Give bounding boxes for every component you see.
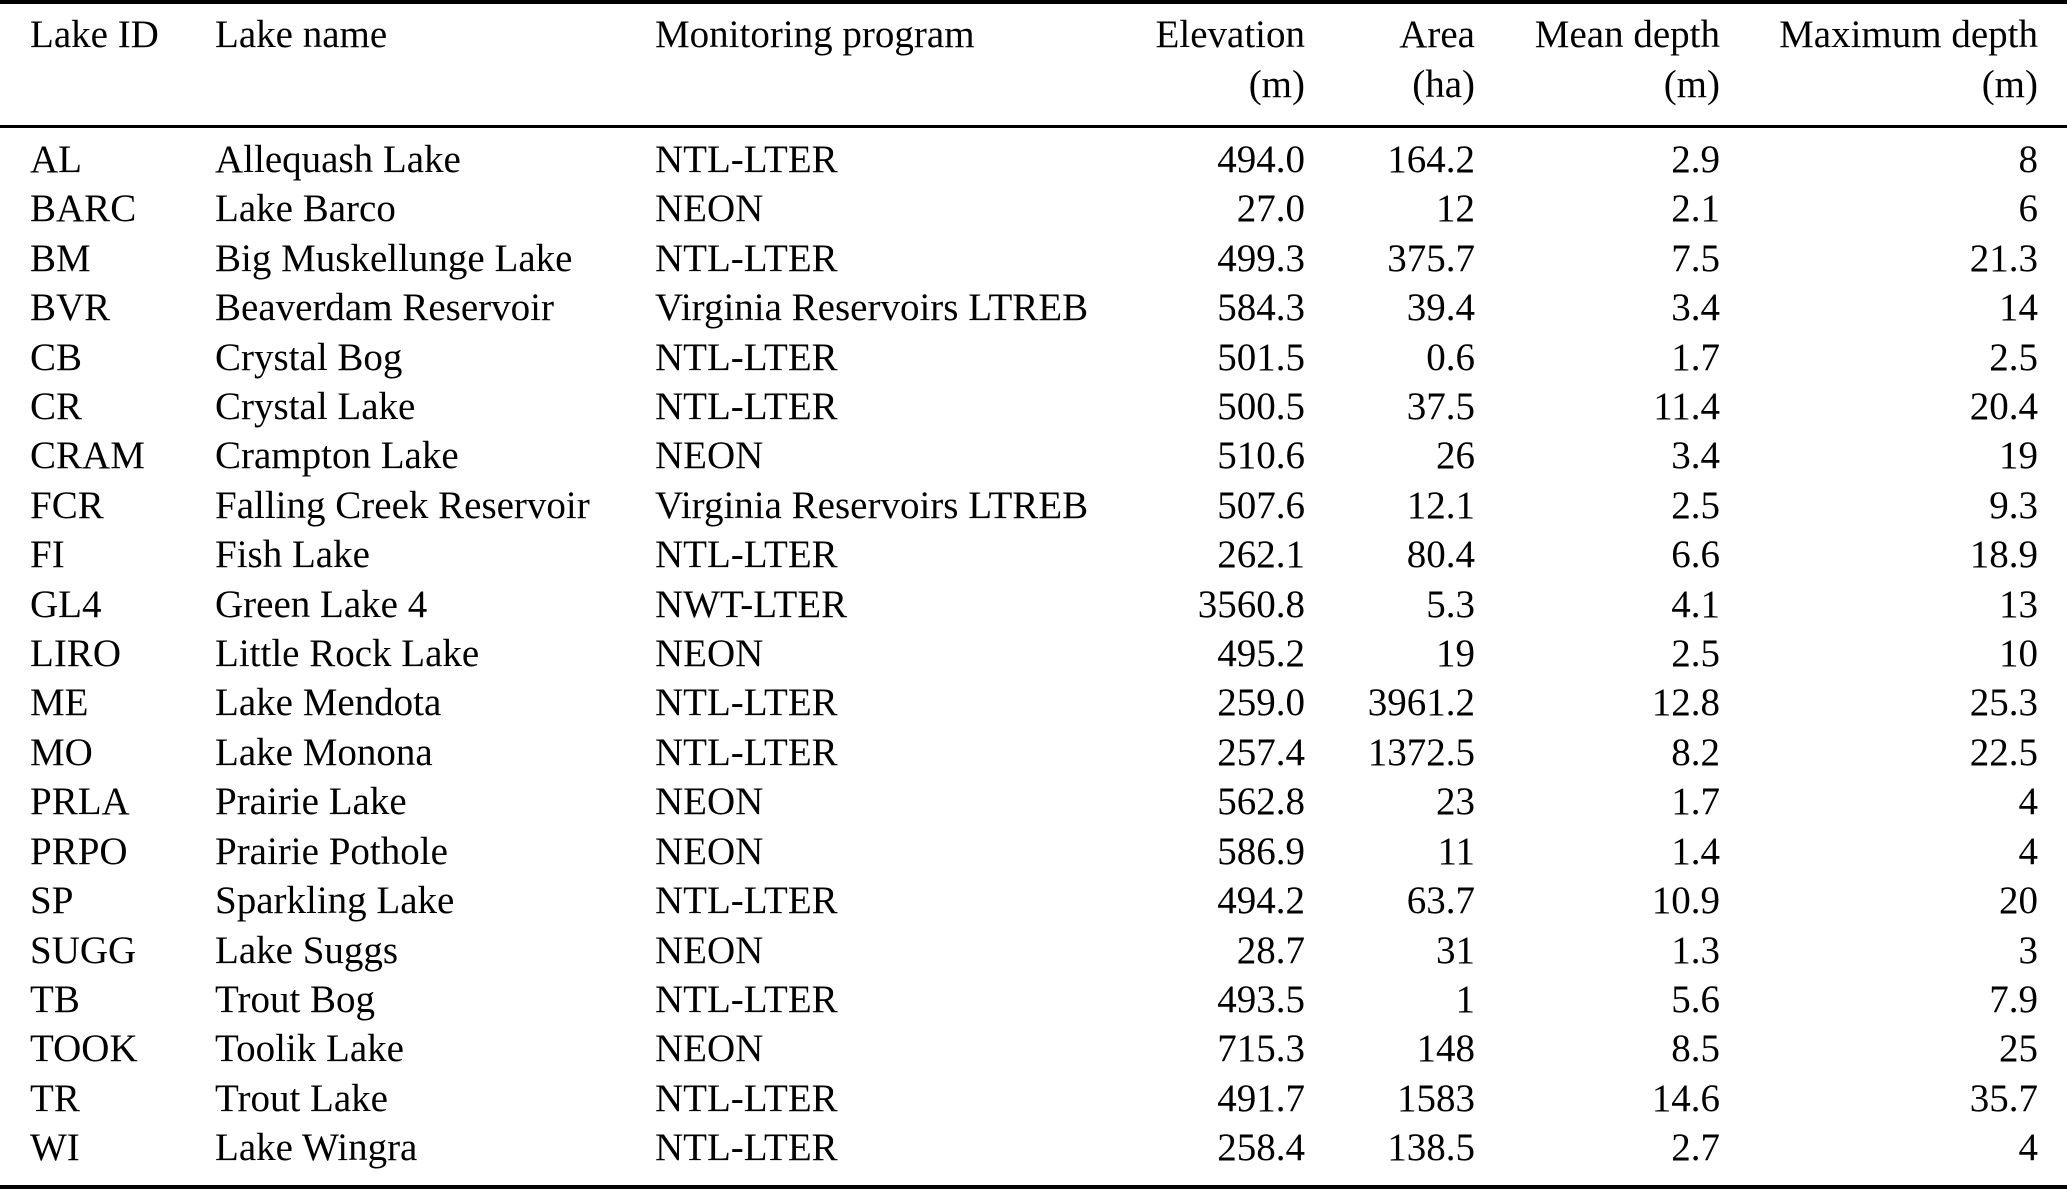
cell-area: 1583 xyxy=(1397,1076,1475,1120)
cell-elevation: 258.4 xyxy=(1217,1126,1305,1170)
col-header-label: Monitoring program xyxy=(655,13,975,56)
cell-mean-depth: 1.4 xyxy=(1671,829,1720,873)
cell-lake-name: Crampton Lake xyxy=(215,434,459,478)
table-row xyxy=(0,431,2067,480)
cell-elevation: 499.3 xyxy=(1217,236,1305,280)
cell-monitoring-program: NEON xyxy=(655,1027,764,1071)
col-header-label: Elevation xyxy=(1155,13,1305,56)
cell-area: 1372.5 xyxy=(1367,730,1475,774)
cell-mean-depth: 6.6 xyxy=(1671,533,1720,577)
cell-maximum-depth: 2.5 xyxy=(1989,335,2038,379)
cell-elevation: 584.3 xyxy=(1217,286,1305,330)
cell-lake-id: LIRO xyxy=(30,632,121,676)
cell-maximum-depth: 7.9 xyxy=(1989,977,2038,1021)
cell-elevation: 491.7 xyxy=(1217,1076,1305,1120)
cell-maximum-depth: 18.9 xyxy=(1969,533,2038,577)
cell-lake-id: AL xyxy=(30,138,82,181)
cell-lake-name: Prairie Pothole xyxy=(215,829,448,873)
cell-monitoring-program: NWT-LTER xyxy=(655,582,848,626)
col-header-maximum-depth xyxy=(1720,2,2067,127)
cell-area: 19 xyxy=(1436,632,1475,676)
cell-area: 31 xyxy=(1436,928,1475,972)
cell-area: 11 xyxy=(1437,829,1475,873)
cell-maximum-depth: 8 xyxy=(2018,138,2038,181)
cell-maximum-depth: 4 xyxy=(2018,1126,2038,1170)
cell-mean-depth: 2.5 xyxy=(1671,483,1720,527)
col-header-label: Maximum depth xyxy=(1779,13,2038,56)
cell-monitoring-program: NTL-LTER xyxy=(655,1126,838,1170)
cell-elevation: 259.0 xyxy=(1217,681,1305,725)
cell-lake-id: CB xyxy=(30,335,83,379)
cell-lake-id: SUGG xyxy=(30,928,137,972)
cell-monitoring-program: Virginia Reservoirs LTREB xyxy=(655,483,1089,527)
cell-lake-name: Toolik Lake xyxy=(215,1027,404,1071)
table-row xyxy=(0,1074,2067,1123)
cell-mean-depth: 14.6 xyxy=(1651,1076,1720,1120)
cell-lake-id: GL4 xyxy=(30,582,102,626)
col-header-area xyxy=(1305,2,1475,127)
cell-maximum-depth: 22.5 xyxy=(1969,730,2038,774)
table-row xyxy=(0,777,2067,826)
cell-maximum-depth: 35.7 xyxy=(1969,1076,2038,1120)
cell-mean-depth: 2.1 xyxy=(1671,187,1720,231)
col-header-unit: (m) xyxy=(1248,63,1305,106)
cell-monitoring-program: NTL-LTER xyxy=(655,533,838,577)
col-header-unit: (m) xyxy=(1981,63,2038,106)
cell-monitoring-program: NTL-LTER xyxy=(655,730,838,774)
cell-lake-id: TOOK xyxy=(30,1027,138,1071)
cell-mean-depth: 7.5 xyxy=(1671,236,1720,280)
cell-lake-name: Trout Lake xyxy=(215,1076,388,1120)
col-header-label: Area xyxy=(1399,13,1475,56)
cell-lake-name: Lake Mendota xyxy=(215,681,442,725)
cell-maximum-depth: 25.3 xyxy=(1969,681,2038,725)
cell-lake-id: FCR xyxy=(30,483,104,527)
cell-lake-name: Trout Bog xyxy=(215,977,376,1021)
cell-mean-depth: 8.2 xyxy=(1671,730,1720,774)
cell-area: 23 xyxy=(1436,780,1475,824)
table-row xyxy=(0,333,2067,382)
cell-maximum-depth: 14 xyxy=(1999,286,2038,330)
col-header-label: Lake name xyxy=(215,13,388,56)
col-header-monitoring-program xyxy=(655,2,1105,127)
cell-lake-name: Falling Creek Reservoir xyxy=(215,483,590,527)
cell-monitoring-program: NEON xyxy=(655,780,764,824)
col-header-lake-id xyxy=(0,2,215,127)
cell-monitoring-program: NTL-LTER xyxy=(655,138,838,181)
col-header-mean-depth xyxy=(1475,2,1720,127)
table-row xyxy=(0,629,2067,678)
cell-lake-id: MO xyxy=(30,730,93,774)
table-row xyxy=(0,530,2067,579)
cell-mean-depth: 2.7 xyxy=(1671,1126,1720,1170)
cell-monitoring-program: NTL-LTER xyxy=(655,335,838,379)
col-header-unit: (ha) xyxy=(1412,63,1475,106)
cell-elevation: 494.0 xyxy=(1217,138,1305,181)
cell-mean-depth: 1.7 xyxy=(1671,780,1720,824)
cell-elevation: 262.1 xyxy=(1217,533,1305,577)
cell-monitoring-program: NTL-LTER xyxy=(655,879,838,923)
cell-lake-id: PRPO xyxy=(30,829,128,873)
col-header-label: Mean depth xyxy=(1534,13,1720,56)
cell-area: 3961.2 xyxy=(1367,681,1475,725)
cell-area: 39.4 xyxy=(1406,286,1475,330)
table-row xyxy=(0,975,2067,1024)
cell-mean-depth: 12.8 xyxy=(1651,681,1720,725)
cell-mean-depth: 1.3 xyxy=(1671,928,1720,972)
table-row xyxy=(0,283,2067,332)
cell-area: 148 xyxy=(1416,1027,1475,1071)
cell-area: 26 xyxy=(1436,434,1475,478)
cell-area: 63.7 xyxy=(1406,879,1475,923)
table-row xyxy=(0,234,2067,283)
cell-elevation: 500.5 xyxy=(1217,385,1305,429)
cell-lake-name: Big Muskellunge Lake xyxy=(215,236,573,280)
cell-area: 80.4 xyxy=(1406,533,1475,577)
col-header-label: Lake ID xyxy=(30,13,159,56)
cell-maximum-depth: 19 xyxy=(1999,434,2038,478)
cell-lake-name: Little Rock Lake xyxy=(215,632,480,676)
cell-elevation: 507.6 xyxy=(1217,483,1305,527)
cell-maximum-depth: 25 xyxy=(1999,1027,2038,1071)
cell-lake-id: BARC xyxy=(30,187,137,231)
cell-area: 12.1 xyxy=(1406,483,1475,527)
table-row xyxy=(0,580,2067,629)
cell-mean-depth: 8.5 xyxy=(1671,1027,1720,1071)
cell-maximum-depth: 21.3 xyxy=(1969,236,2038,280)
table-row xyxy=(0,926,2067,975)
cell-monitoring-program: NEON xyxy=(655,632,764,676)
cell-elevation: 3560.8 xyxy=(1197,582,1305,626)
cell-maximum-depth: 10 xyxy=(1999,632,2038,676)
cell-elevation: 257.4 xyxy=(1217,730,1305,774)
cell-area: 138.5 xyxy=(1387,1126,1475,1170)
cell-lake-name: Sparkling Lake xyxy=(215,879,455,923)
cell-elevation: 495.2 xyxy=(1217,632,1305,676)
cell-mean-depth: 2.9 xyxy=(1671,138,1720,181)
table-row xyxy=(0,1123,2067,1186)
table-row xyxy=(0,1024,2067,1073)
table-row xyxy=(0,827,2067,876)
table-row xyxy=(0,382,2067,431)
cell-mean-depth: 11.4 xyxy=(1653,385,1720,429)
cell-maximum-depth: 13 xyxy=(1999,582,2038,626)
cell-monitoring-program: NEON xyxy=(655,434,764,478)
cell-elevation: 715.3 xyxy=(1217,1027,1305,1071)
cell-lake-name: Prairie Lake xyxy=(215,780,407,824)
table-body xyxy=(0,127,2067,1187)
cell-monitoring-program: NTL-LTER xyxy=(655,385,838,429)
table-row xyxy=(0,876,2067,925)
cell-maximum-depth: 4 xyxy=(2018,780,2038,824)
table-row xyxy=(0,481,2067,530)
cell-monitoring-program: NTL-LTER xyxy=(655,236,838,280)
cell-elevation: 586.9 xyxy=(1217,829,1305,873)
cell-area: 12 xyxy=(1436,187,1475,231)
cell-lake-id: PRLA xyxy=(30,780,130,824)
cell-lake-id: ME xyxy=(30,681,89,725)
cell-mean-depth: 3.4 xyxy=(1671,434,1720,478)
cell-lake-name: Crystal Lake xyxy=(215,385,416,429)
cell-elevation: 501.5 xyxy=(1217,335,1305,379)
cell-maximum-depth: 9.3 xyxy=(1989,483,2038,527)
cell-lake-id: TB xyxy=(30,977,80,1021)
table-row xyxy=(0,184,2067,233)
cell-elevation: 510.6 xyxy=(1217,434,1305,478)
cell-area: 375.7 xyxy=(1387,236,1475,280)
cell-monitoring-program: NEON xyxy=(655,928,764,972)
cell-lake-name: Lake Monona xyxy=(215,730,433,774)
cell-lake-id: TR xyxy=(30,1076,80,1120)
cell-mean-depth: 1.7 xyxy=(1671,335,1720,379)
cell-elevation: 562.8 xyxy=(1217,780,1305,824)
cell-lake-id: BM xyxy=(30,236,91,280)
cell-lake-id: FI xyxy=(30,533,65,577)
cell-elevation: 493.5 xyxy=(1217,977,1305,1021)
cell-area: 1 xyxy=(1455,977,1475,1021)
cell-mean-depth: 3.4 xyxy=(1671,286,1720,330)
cell-monitoring-program: NTL-LTER xyxy=(655,977,838,1021)
cell-monitoring-program: NTL-LTER xyxy=(655,681,838,725)
cell-lake-name: Fish Lake xyxy=(215,533,370,577)
cell-lake-name: Lake Wingra xyxy=(215,1126,418,1170)
cell-monitoring-program: Virginia Reservoirs LTREB xyxy=(655,286,1089,330)
cell-area: 164.2 xyxy=(1387,138,1475,181)
table-row xyxy=(0,728,2067,777)
cell-lake-id: SP xyxy=(30,879,74,923)
cell-mean-depth: 4.1 xyxy=(1671,582,1720,626)
table-header xyxy=(0,2,2067,127)
cell-mean-depth: 10.9 xyxy=(1651,879,1720,923)
cell-lake-name: Lake Suggs xyxy=(215,928,399,972)
cell-mean-depth: 2.5 xyxy=(1671,632,1720,676)
cell-maximum-depth: 4 xyxy=(2018,829,2038,873)
table-row xyxy=(0,678,2067,727)
cell-area: 5.3 xyxy=(1426,582,1475,626)
cell-monitoring-program: NEON xyxy=(655,187,764,231)
cell-lake-name: Beaverdam Reservoir xyxy=(215,286,554,330)
col-header-lake-name xyxy=(215,2,655,127)
cell-monitoring-program: NTL-LTER xyxy=(655,1076,838,1120)
cell-elevation: 494.2 xyxy=(1217,879,1305,923)
cell-lake-id: CRAM xyxy=(30,434,145,478)
cell-mean-depth: 5.6 xyxy=(1671,977,1720,1021)
cell-lake-name: Allequash Lake xyxy=(215,138,461,181)
col-header-elevation xyxy=(1105,2,1305,127)
cell-lake-name: Green Lake 4 xyxy=(215,582,428,626)
cell-lake-name: Lake Barco xyxy=(215,187,396,231)
cell-lake-id: BVR xyxy=(30,286,111,330)
cell-area: 37.5 xyxy=(1406,385,1475,429)
cell-maximum-depth: 3 xyxy=(2018,928,2038,972)
cell-lake-id: CR xyxy=(30,385,83,429)
cell-area: 0.6 xyxy=(1426,335,1475,379)
header-row xyxy=(0,2,2067,127)
cell-elevation: 27.0 xyxy=(1236,187,1305,231)
cell-maximum-depth: 20.4 xyxy=(1969,385,2038,429)
cell-lake-name: Crystal Bog xyxy=(215,335,403,379)
cell-maximum-depth: 6 xyxy=(2018,187,2038,231)
cell-lake-id: WI xyxy=(30,1126,80,1170)
cell-maximum-depth: 20 xyxy=(1999,879,2038,923)
col-header-unit: (m) xyxy=(1663,63,1720,106)
cell-monitoring-program: NEON xyxy=(655,829,764,873)
table-row xyxy=(0,127,2067,185)
cell-elevation: 28.7 xyxy=(1236,928,1305,972)
